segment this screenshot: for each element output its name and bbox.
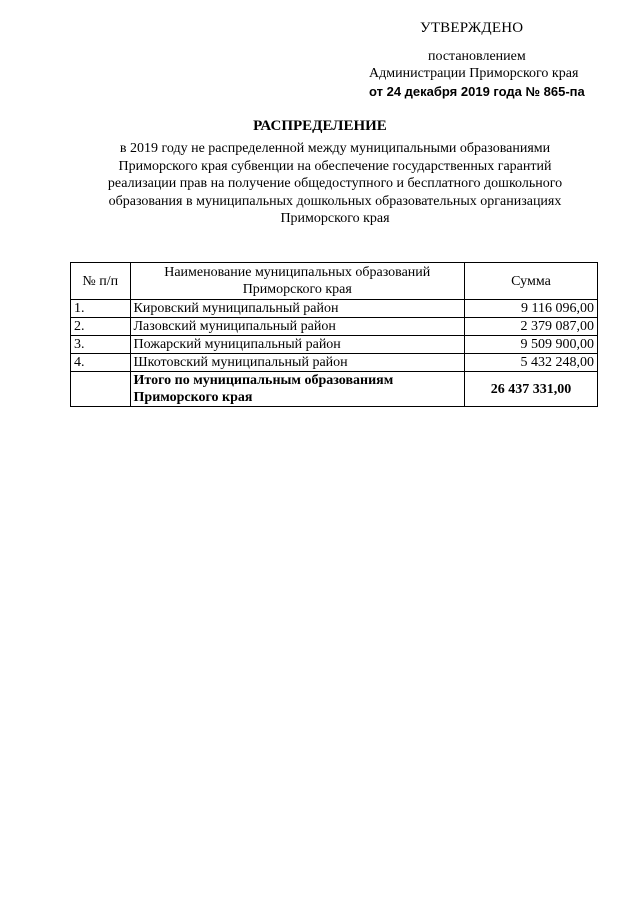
row-name: Шкотовский муниципальный район — [130, 354, 464, 372]
table-row — [71, 354, 598, 372]
row-name: Кировский муниципальный район — [130, 300, 464, 318]
decree-line-1: постановлением — [428, 49, 526, 64]
row-name: Лазовский муниципальный район — [130, 318, 464, 336]
table-row — [71, 336, 598, 354]
subtitle-line: Приморского края — [280, 211, 390, 226]
total-sum: 26 437 331,00 — [464, 372, 597, 407]
row-sum: 9 116 096,00 — [464, 300, 597, 318]
subtitle-line: в 2019 году не распределенной между муниципальными образованиями — [119, 141, 551, 156]
distribution-table — [70, 262, 598, 407]
header-sum: Сумма — [464, 263, 597, 300]
row-name: Пожарский муниципальный район — [130, 336, 464, 354]
header-name: Наименование муниципальных образований Приморского края — [130, 263, 464, 300]
decree-date: от 24 декабря 2019 года № 865-па — [369, 84, 585, 99]
total-label: Итого по муниципальным образованиям Приморского края — [130, 372, 464, 407]
row-number: 3. — [71, 336, 131, 354]
table-row — [71, 318, 598, 336]
document-subtitle — [70, 140, 600, 228]
header-number: № п/п — [71, 263, 131, 300]
total-number-cell — [71, 372, 131, 407]
decree-line-2: Администрации Приморского края — [369, 66, 579, 81]
subtitle-line: реализации прав на получение общедоступного и бесплатного дошкольного — [107, 176, 563, 191]
row-number: 1. — [71, 300, 131, 318]
row-number: 2. — [71, 318, 131, 336]
row-sum: 2 379 087,00 — [464, 318, 597, 336]
row-sum: 9 509 900,00 — [464, 336, 597, 354]
table-row — [71, 300, 598, 318]
subtitle-line: образования в муниципальных дошкольных образовательных организациях — [108, 193, 562, 209]
row-sum: 5 432 248,00 — [464, 354, 597, 372]
table-header-row — [71, 263, 598, 300]
row-number: 4. — [71, 354, 131, 372]
subtitle-line: Приморского края субвенции на обеспечение государственных гарантий — [118, 158, 552, 174]
approval-stamp: УТВЕРЖДЕНО — [420, 20, 524, 36]
document-title: РАСПРЕДЕЛЕНИЕ — [253, 118, 387, 134]
table-total-row — [71, 372, 598, 407]
